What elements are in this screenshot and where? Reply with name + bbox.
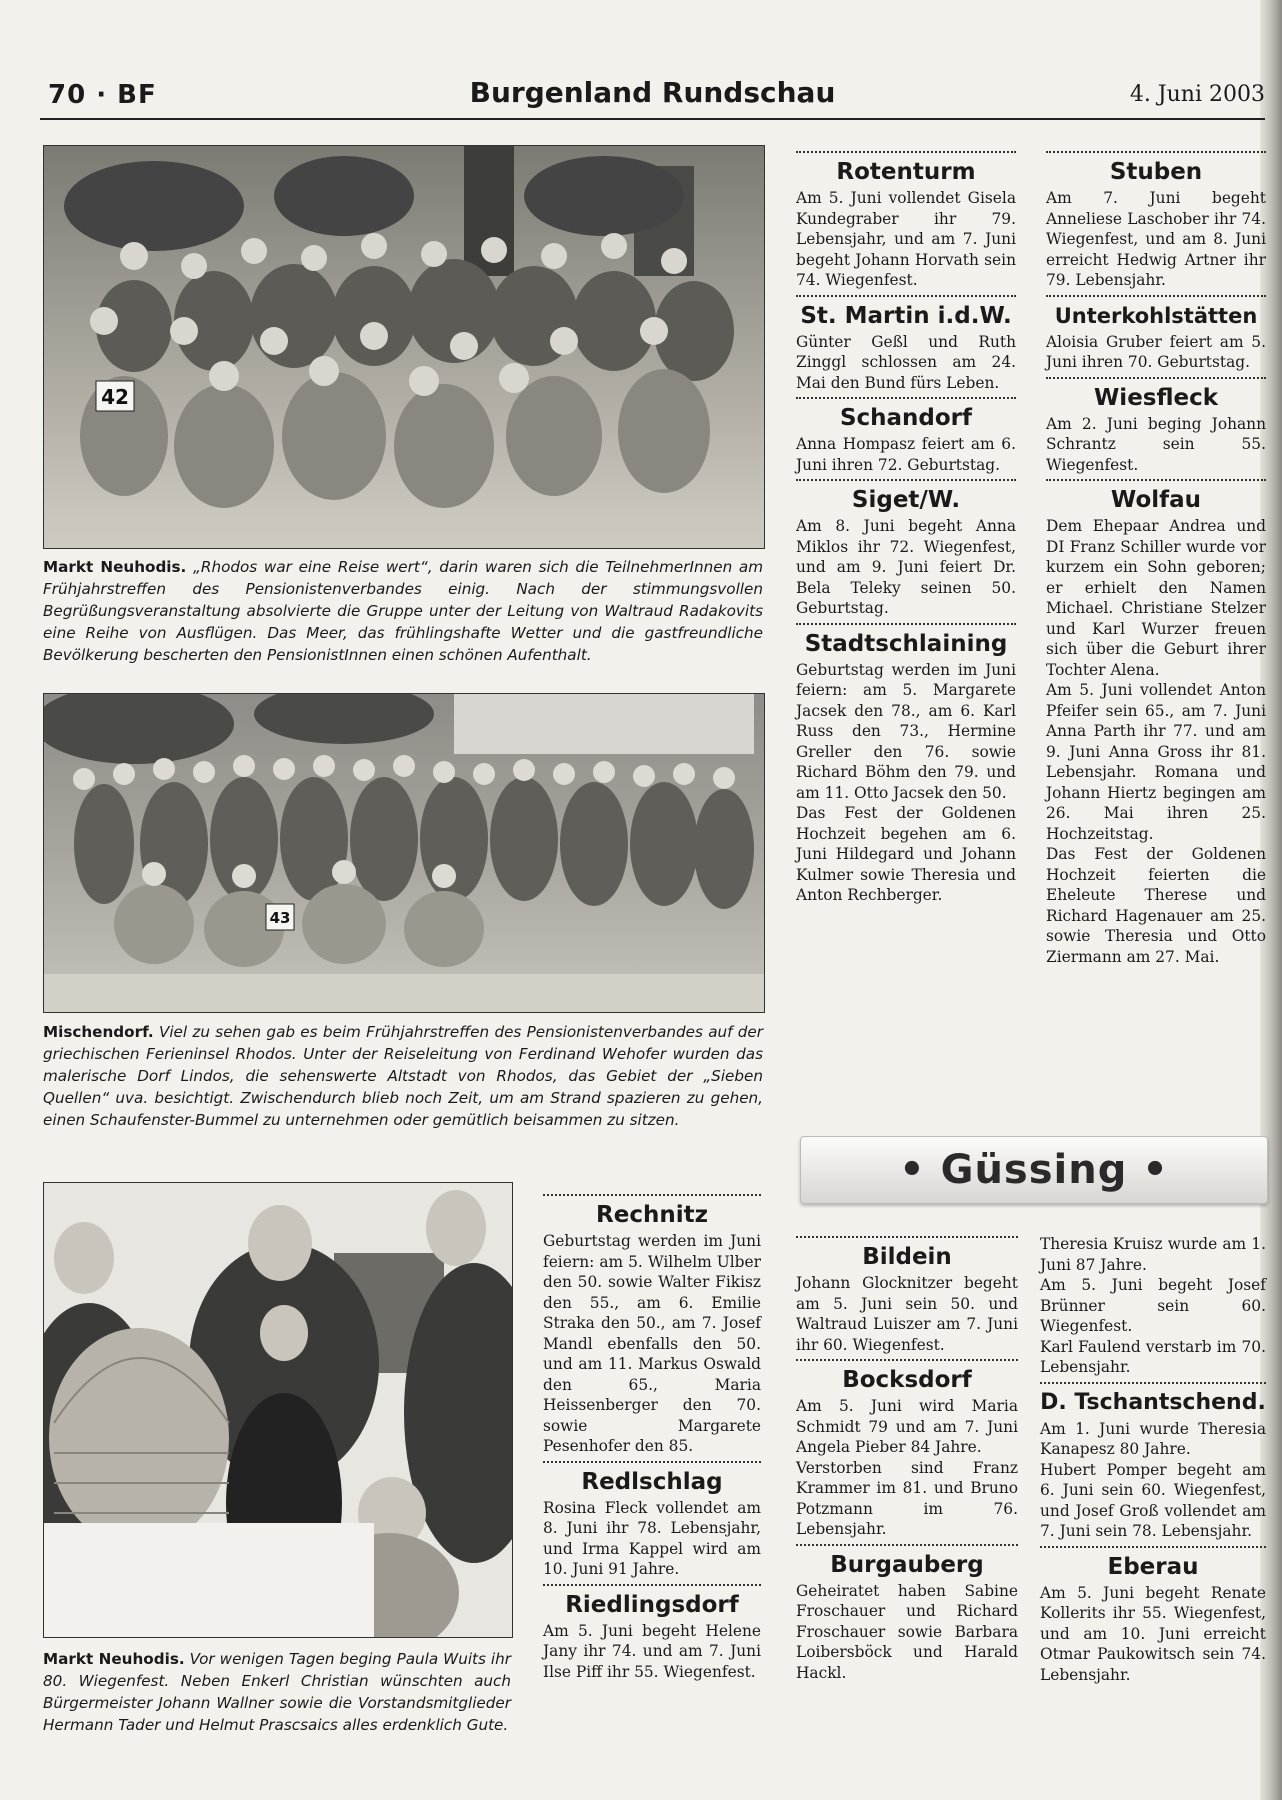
page-number: 70 · BF [48, 80, 157, 110]
caption-text: „Rhodos war eine Reise wert“, darin waren sich die TeilnehmerInnen am Frühjahrstreffen des Pensionistenverbandes einig. Nach der stimmungsvollen Begrüßungsveranstaltung absolvierte die Gruppe unter der Leitung von Waltraud Radakovits eine Reihe von Ausflügen. Das Meer, das frühlingshafte Wetter und die gastfreundliche Bevölkerung bescherten den PensionistInnen einen schönen Aufenthalt. [43, 558, 763, 664]
section-stuben [1046, 151, 1266, 291]
section-text: Am 2. Juni beging Johann Schrantz sein 55. Wiegenfest. [1046, 414, 1266, 474]
column-stuben-wolfau [1046, 151, 1266, 971]
section-title: St. Martin i.d.W. [800, 302, 1012, 329]
photo-caption-3 [43, 1648, 511, 1736]
section-title: Burgauberg [830, 1551, 984, 1578]
caption-place: Mischendorf. [43, 1023, 154, 1041]
section-burgauberg [796, 1544, 1018, 1684]
section-text: Am 5. Juni begeht Helene Jany ihr 74. und am 7. Juni Ilse Piff ihr 55. Wiegenfest. [543, 1621, 761, 1681]
section-redlschlag [543, 1461, 761, 1580]
section-text: Johann Glocknitzer begeht am 5. Juni sein 50. und Waltraud Luiszer am 7. Juni ihr 60. Wiegenfest. [796, 1274, 1018, 1354]
issue-date: 4. Juni 2003 [1129, 82, 1265, 107]
section-eberau [1040, 1546, 1266, 1686]
section-text: Am 5. Juni vollendet Anton Pfeifer sein 65., am 7. Juni Anna Parth ihr 77. und am 9. Juni Anna Gross ihr 81. Lebensjahr. Romana und Johann Hiertz begingen am 26. Mai ihren 25. Hochzeitstag. [1046, 681, 1266, 843]
section-title: Rotenturm [836, 159, 976, 185]
section-text: Am 7. Juni begeht Anneliese Laschober ihr 74. Wiegenfest, und am 8. Juni erreicht Hedwig Artner ihr 79. Lebensjahr. [1046, 189, 1266, 289]
section-title: D. Tschantschend. [1040, 1389, 1266, 1415]
photo-group-markt-neuhodis [43, 145, 765, 549]
column-rechnitz-riedlingsdorf [543, 1194, 761, 1686]
section-text: Das Fest der Goldenen Hochzeit begehen am 6. Juni Hildegard und Johann Kulmer sowie Theresia und Anton Rechberger. [796, 804, 1016, 904]
photo-sign-number: 42 [101, 385, 129, 409]
section-rotenturm [796, 151, 1016, 291]
section-text: Am 5. Juni wird Maria Schmidt 79 und am 7. Juni Angela Pieber 84 Jahre. [796, 1397, 1018, 1456]
caption-text: Viel zu sehen gab es beim Frühjahrstreffen des Pensionistenverbandes auf der griechischen Ferieninsel Rhodos. Unter der Reiseleitung von Ferdinand Wehofer wurden das malerische Dorf Lindos, die sehenswerte Altstadt von Rhodos, das Gebiet der „Sieben Quellen“ uva. besichtigt. Zwischendurch blieb noch Zeit, um am Strand spazieren zu gehen, einen Schaufenster-Bummel zu unternehmen oder gemütlich beisammen zu sitzen. [43, 1023, 763, 1129]
section-rechnitz [543, 1194, 761, 1457]
section-text: Das Fest der Goldenen Hochzeit feierten die Eheleute Therese und Richard Hagenauer am 25. sowie Theresia und Otto Ziermann am 27. Mai. [1046, 845, 1266, 966]
photo-birthday-paula-wuits [43, 1182, 513, 1638]
section-text: Rosina Fleck vollendet am 8. Juni ihr 78. Lebensjahr, und Irma Kappel wird am 10. Juni 91 Jahre. [543, 1498, 761, 1578]
section-text: Günter Geßl und Ruth Zinggl schlossen am 24. Mai den Bund fürs Leben. [796, 332, 1016, 392]
section-tschantschendorf [1040, 1382, 1266, 1542]
photo-caption-1 [43, 556, 763, 666]
column-tschantschendorf-eberau [1040, 1234, 1266, 1689]
section-text: Hubert Pomper begeht am 6. Juni sein 60. Wiegenfest, und Josef Groß vollendet am 7. Juni sein 78. Lebensjahr. [1040, 1460, 1266, 1540]
section-riedlingsdorf [543, 1584, 761, 1683]
section-text: Geheiratet haben Sabine Froschauer und Richard Froschauer sowie Barbara Loibersböck und Harald Hackl. [796, 1581, 1018, 1682]
section-text: Am 1. Juni wurde Theresia Kanapesz 80 Jahre. [1040, 1419, 1266, 1458]
section-title: Wolfau [1110, 487, 1202, 513]
region-banner-guessing [800, 1136, 1268, 1204]
section-title: Wiesfleck [1093, 384, 1219, 411]
section-siget [796, 479, 1016, 619]
section-title: Redlschlag [581, 1468, 723, 1495]
page-header [40, 72, 1265, 120]
intro-text: Theresia Kruisz wurde am 1. Juni 87 Jahre. [1040, 1235, 1266, 1274]
newspaper-title: Burgenland Rundschau [469, 76, 836, 109]
column-bildein-burgauberg [796, 1236, 1018, 1687]
section-text: Dem Ehepaar Andrea und DI Franz Schiller wurde vor kurzem ein Sohn geboren; er erhielt den Namen Michael. Christiane Stelzer und Karl Wurzer freuen sich über die Geburt ihrer Tochter Alena. [1046, 517, 1266, 679]
intro-text: Karl Faulend verstarb im 70. Lebensjahr. [1040, 1337, 1266, 1376]
section-text: Am 5. Juni vollendet Gisela Kundegraber ihr 79. Lebensjahr, und am 7. Juni begeht Johann Horvath sein 74. Wiegenfest. [796, 189, 1016, 289]
caption-place: Markt Neuhodis. [43, 558, 187, 576]
section-title: Stuben [1109, 159, 1203, 185]
section-title: Siget/W. [851, 487, 961, 513]
section-wiesfleck [1046, 377, 1266, 476]
banner-text: • Güssing • [899, 1147, 1169, 1193]
photo-group-mischendorf [43, 693, 765, 1013]
photo-sign-number: 43 [269, 909, 291, 927]
section-title: Stadtschlaining [804, 630, 1008, 657]
caption-text: Vor wenigen Tagen beging Paula Wuits ihr 80. Wiegenfest. Neben Enkerl Christian wünschten auch Bürgermeister Johann Wallner sowie die Vorstandsmitglieder Hermann Tader und Helmut Prascsaics alles erdenklich Gute. [43, 1650, 511, 1734]
section-st-martin [796, 295, 1016, 394]
section-title: Riedlingsdorf [565, 1591, 739, 1618]
caption-place: Markt Neuhodis. [43, 1650, 185, 1668]
section-title: Schandorf [839, 405, 973, 431]
photo-caption-2 [43, 1021, 763, 1131]
section-text: Verstorben sind Franz Krammer im 81. und Bruno Potzmann im 76. Lebensjahr. [796, 1458, 1018, 1538]
section-bocksdorf [796, 1359, 1018, 1540]
section-title: Unterkohlstätten [1054, 303, 1258, 328]
section-title: Bildein [862, 1244, 952, 1270]
section-unterkohlstaetten [1046, 295, 1266, 373]
section-title: Bocksdorf [842, 1367, 972, 1393]
section-title: Eberau [1107, 1553, 1199, 1580]
section-wolfau [1046, 479, 1266, 967]
section-text: Am 8. Juni begeht Anna Miklos ihr 72. Wiegenfest, und am 9. Juni feiert Dr. Bela Teleky seinen 50. Geburtstag. [796, 517, 1016, 617]
section-title: Rechnitz [596, 1202, 708, 1228]
section-stadtschlaining [796, 623, 1016, 906]
section-text: Geburtstag werden im Juni feiern: am 5. Margarete Jacsek den 78., am 6. Karl Russ den 73., Hermine Greller den 76. sowie Richard Böhm den 79. und am 11. Otto Jacsek den 50. [796, 660, 1016, 802]
column-rotenturm-stadtschlaining [796, 151, 1016, 910]
section-text: Aloisia Gruber feiert am 5. Juni ihren 70. Geburtstag. [1046, 332, 1266, 371]
intro-text: Am 5. Juni begeht Josef Brünner sein 60. Wiegenfest. [1040, 1276, 1266, 1335]
section-schandorf [796, 397, 1016, 475]
section-text: Am 5. Juni begeht Renate Kollerits ihr 55. Wiegenfest, und am 10. Juni erreicht Otmar Paukowitsch sein 74. Lebensjahr. [1040, 1583, 1266, 1684]
section-bildein [796, 1236, 1018, 1355]
section-text: Anna Hompasz feiert am 6. Juni ihren 72. Geburtstag. [796, 435, 1016, 474]
section-text: Geburtstag werden im Juni feiern: am 5. Wilhelm Ulber den 50. sowie Walter Fikisz den 55., am 6. Emilie Straka den 50., am 7. Josef Mandl ebenfalls den 50. und am 11. Markus Oswald den 65., Maria Heissenberger den 70. sowie Margarete Pesenhofer den 85. [543, 1232, 761, 1455]
